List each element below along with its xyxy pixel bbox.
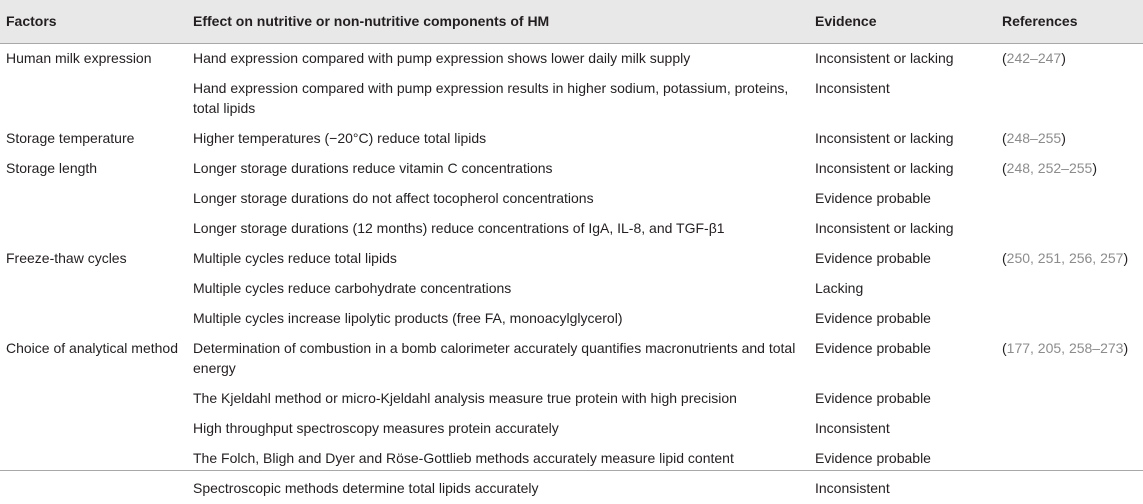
cell-factor (0, 414, 187, 444)
cell-factor: Human milk expression (6, 49, 152, 66)
table-row (0, 304, 1143, 334)
cell-references (996, 304, 1143, 334)
cell-factor: Storage length (6, 159, 98, 176)
header-factors: Factors (0, 0, 187, 43)
cell-evidence: Evidence probable (815, 339, 931, 356)
ref-close-paren: ) (1092, 159, 1097, 176)
table-row (0, 274, 1143, 304)
table-row (0, 184, 1143, 214)
table-row (0, 384, 1143, 414)
cell-references (996, 384, 1143, 414)
table-row (0, 74, 1143, 124)
cell-effect: Higher temperatures (−20°C) reduce total lipids (193, 129, 487, 146)
reference-link[interactable]: 177, 205, 258–273 (1006, 339, 1124, 356)
cell-references (996, 154, 1143, 184)
cell-references (996, 124, 1143, 154)
cell-evidence: Evidence probable (815, 309, 931, 326)
table-row (0, 154, 1143, 184)
cell-evidence: Inconsistent or lacking (815, 129, 954, 146)
table-row (0, 124, 1143, 154)
cell-evidence: Inconsistent (815, 79, 890, 96)
cell-evidence: Evidence probable (815, 189, 931, 206)
cell-evidence: Inconsistent (815, 419, 890, 436)
cell-references (996, 214, 1143, 244)
reference-link[interactable]: 248, 252–255 (1006, 159, 1093, 176)
cell-evidence: Evidence probable (815, 249, 931, 266)
cell-factor: Freeze-thaw cycles (6, 249, 127, 266)
cell-factor: Storage temperature (6, 129, 135, 146)
cell-factor (0, 74, 187, 124)
table-row (0, 244, 1143, 274)
cell-effect: Longer storage durations reduce vitamin C concentrations (193, 159, 553, 176)
cell-references (996, 334, 1143, 384)
table-row (0, 444, 1143, 474)
cell-factor (0, 214, 187, 244)
cell-references (996, 43, 1143, 74)
cell-references (996, 414, 1143, 444)
cell-effect: Hand expression compared with pump expression shows lower daily milk supply (193, 49, 691, 66)
cell-factor (0, 274, 187, 304)
cell-effect: Multiple cycles reduce total lipids (193, 249, 397, 266)
cell-evidence: Inconsistent (815, 479, 890, 496)
cell-effect: High throughput spectroscopy measures protein accurately (193, 419, 559, 436)
header-references: References (996, 0, 1143, 43)
cell-references (996, 74, 1143, 124)
ref-open-paren: ( (1002, 129, 1007, 146)
ref-close-paren: ) (1123, 249, 1129, 266)
cell-effect: Determination of combustion in a bomb calorimeter accurately quantifies macronutrients and total energy (193, 339, 796, 376)
header-effect: Effect on nutritive or non-nutritive components of HM (187, 0, 809, 43)
table-row (0, 334, 1143, 384)
cell-evidence: Lacking (815, 279, 864, 296)
cell-references (996, 244, 1143, 274)
cell-factor: Choice of analytical method (6, 339, 178, 356)
cell-factor (0, 474, 187, 504)
cell-evidence: Evidence probable (815, 449, 931, 466)
cell-effect: Multiple cycles reduce carbohydrate concentrations (193, 279, 512, 296)
cell-effect: Multiple cycles increase lipolytic products (free FA, monoacylglycerol) (193, 309, 623, 326)
cell-factor (0, 184, 187, 214)
cell-effect: Hand expression compared with pump expression results in higher sodium, potassium, proteins, total lipids (193, 79, 789, 116)
ref-close-paren: ) (1123, 339, 1129, 356)
cell-evidence: Inconsistent or lacking (815, 49, 954, 66)
cell-effect: The Folch, Bligh and Dyer and Röse-Gottlieb methods accurately measure lipid content (193, 449, 734, 466)
cell-effect: Longer storage durations do not affect tocopherol concentrations (193, 189, 594, 206)
cell-effect: The Kjeldahl method or micro-Kjeldahl analysis measure true protein with high precision (193, 389, 737, 406)
cell-factor (0, 444, 187, 474)
table-header-row (0, 0, 1143, 43)
cell-evidence: Inconsistent or lacking (815, 159, 954, 176)
cell-references (996, 474, 1143, 504)
cell-factor (0, 304, 187, 334)
ref-close-paren: ) (1061, 49, 1066, 66)
table-bottom-rule (0, 470, 1143, 471)
table-body (0, 43, 1143, 504)
ref-close-paren: ) (1061, 129, 1066, 146)
cell-references (996, 444, 1143, 474)
header-evidence: Evidence (809, 0, 996, 43)
cell-evidence: Inconsistent or lacking (815, 219, 954, 236)
ref-open-paren: ( (1002, 159, 1007, 176)
cell-factor (0, 384, 187, 414)
reference-link[interactable]: 250, 251, 256, 257 (1006, 249, 1124, 266)
reference-link[interactable]: 242–247 (1006, 49, 1062, 66)
ref-open-paren: ( (1002, 249, 1007, 266)
cell-evidence: Evidence probable (815, 389, 931, 406)
cell-references (996, 274, 1143, 304)
cell-effect: Spectroscopic methods determine total lipids accurately (193, 479, 539, 496)
table-row (0, 214, 1143, 244)
ref-open-paren: ( (1002, 49, 1007, 66)
table-row (0, 474, 1143, 504)
table-row (0, 414, 1143, 444)
table-row (0, 43, 1143, 74)
reference-link[interactable]: 248–255 (1006, 129, 1062, 146)
ref-open-paren: ( (1002, 339, 1007, 356)
cell-effect: Longer storage durations (12 months) reduce concentrations of IgA, IL-8, and TGF-β1 (193, 219, 725, 236)
cell-references (996, 184, 1143, 214)
